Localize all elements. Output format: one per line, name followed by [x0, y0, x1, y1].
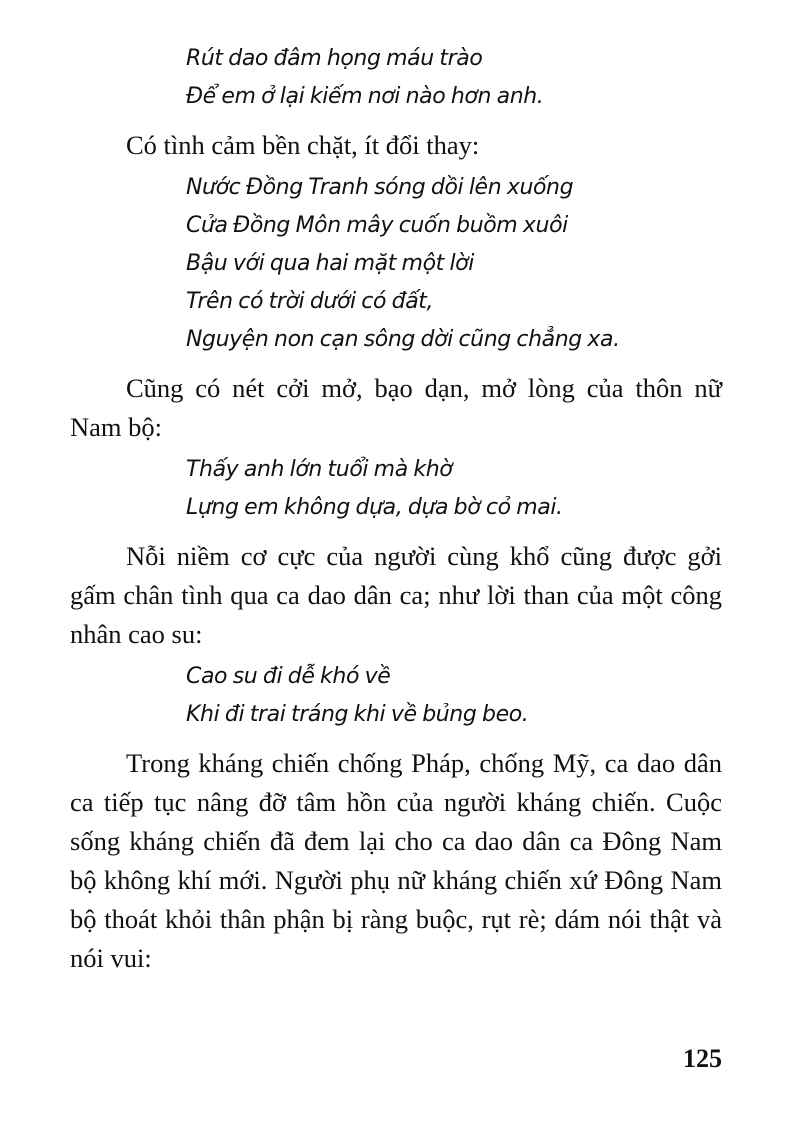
verse-line: Thấy anh lớn tuổi mà khờ: [186, 457, 453, 482]
verse-line: Để em ở lại kiếm nơi nào hơn anh.: [186, 84, 544, 109]
verse-line: Lựng em không dựa, dựa bờ cỏ mai.: [186, 495, 563, 520]
verse-line: Rút dao đâm họng máu trào: [186, 46, 483, 71]
paragraph: Có tình cảm bền chặt, ít đổi thay:: [126, 130, 480, 160]
verse-line: Cửa Đồng Môn mây cuốn buồm xuôi: [186, 213, 568, 238]
paragraph: Cũng có nét cởi mở, bạo dạn, mở lòng của thôn nữ Nam bộ:: [70, 373, 722, 442]
verse-line: Nguyện non cạn sông dời cũng chẳng xa.: [186, 327, 620, 352]
paragraph: Trong kháng chiến chống Pháp, chống Mỹ, ca dao dân ca tiếp tục nâng đỡ tâm hồn của người kháng chiến. Cuộc sống kháng chiến đã đem lại cho ca dao dân ca Đông Nam bộ không khí mới. Người phụ nữ kháng chiến xứ Đông Nam bộ thoát khỏi thân phận bị ràng buộc, rụt rè; dám nói thật và nói vui:: [70, 748, 722, 973]
verse-block: [70, 40, 722, 116]
verse-line: Cao su đi dễ khó về: [186, 664, 391, 689]
paragraph: Nỗi niềm cơ cực của người cùng khổ cũng được gởi gấm chân tình qua ca dao dân ca; như lời than của một công nhân cao su:: [70, 541, 722, 649]
verse-block: [70, 451, 722, 527]
page-number: 125: [683, 1044, 722, 1073]
page-body: [70, 40, 722, 978]
verse-line: Nước Đồng Tranh sóng dồi lên xuống: [186, 175, 574, 200]
verse-block: [70, 658, 722, 734]
verse-line: Bậu với qua hai mặt một lời: [186, 251, 474, 276]
verse-line: Trên có trời dưới có đất,: [186, 289, 434, 314]
verse-block: [70, 169, 722, 359]
verse-line: Khi đi trai tráng khi về bủng beo.: [186, 702, 529, 727]
